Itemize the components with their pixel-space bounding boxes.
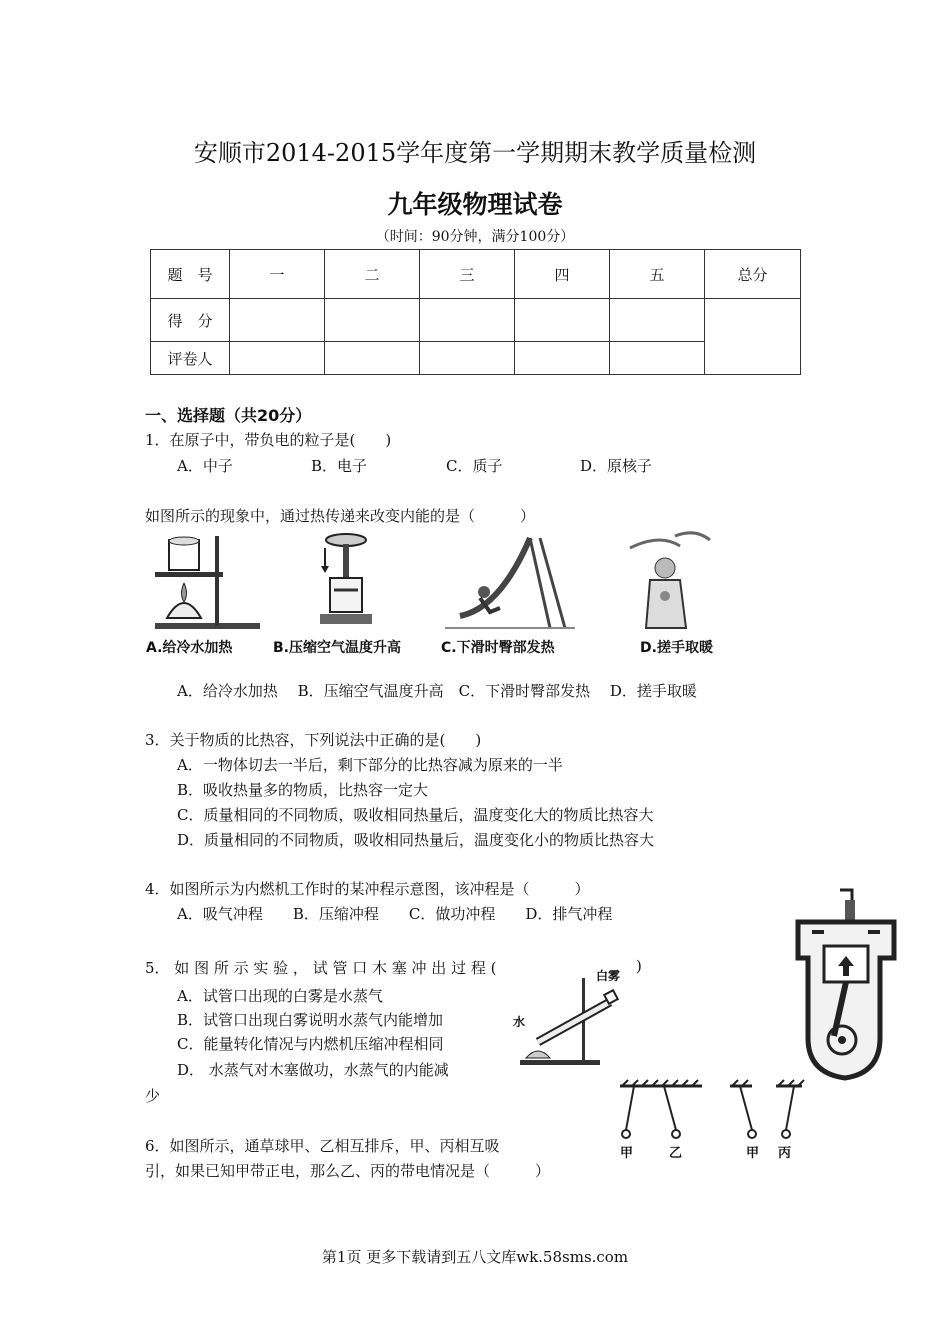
q4-options: A．吸气冲程 B．压缩冲程 C．做功冲程 D．排气冲程: [177, 905, 613, 923]
balls-figure: [612, 1078, 812, 1140]
q1-option-d: D．原核子: [580, 457, 653, 475]
q6-line1: 6．如图所示，通草球甲、乙相互排斥，甲、丙相互吸: [145, 1137, 500, 1155]
q4-stem: 4．如图所示为内燃机工作时的某冲程示意图，该冲程是（ ）: [145, 880, 590, 898]
total-score-cell[interactable]: [705, 299, 801, 375]
page-footer: 第1页 更多下载请到五八文库wk.58sms.com: [321, 1248, 629, 1266]
ball-label-jia1: 甲: [620, 1146, 634, 1161]
q5-option-c: C．能量转化情况与内燃机压缩冲程相同: [177, 1035, 444, 1053]
rubbing-hands-figure: [610, 528, 725, 633]
ball-label-bing: 丙: [778, 1146, 792, 1161]
q5-option-d: D． 水蒸气对木塞做功，水蒸气的内能减: [177, 1061, 449, 1079]
q2-options: A．给冷水加热 B．压缩空气温度升高 C．下滑时臀部发热 D．搓手取暖: [177, 682, 697, 700]
mist-label: 白雾: [596, 969, 621, 983]
col-1: 一: [230, 250, 325, 299]
ball-label-jia2: 甲: [746, 1146, 760, 1161]
score-cell[interactable]: [230, 299, 325, 342]
q2-caption-d: D.搓手取暖: [640, 640, 713, 656]
q5-stem-end: ): [636, 957, 642, 975]
section1-title: 一、选择题（共20分）: [145, 406, 312, 425]
row-header-score: 得 分: [151, 299, 230, 342]
water-label: 水: [513, 1015, 526, 1029]
q5-option-d-tail: 少: [145, 1087, 161, 1105]
exam-subject: 九年级物理试卷: [387, 190, 563, 219]
ball-label-yi: 乙: [669, 1146, 683, 1161]
q3-option-b: B．吸收热量多的物质，比热容一定大: [177, 781, 429, 799]
q3-option-a: A．一物体切去一半后，剩下部分的比热容减为原来的一半: [177, 756, 563, 774]
grader-cell[interactable]: [325, 342, 420, 375]
q1-option-c: C．质子: [446, 457, 503, 475]
col-3: 三: [420, 250, 515, 299]
q2-caption-b: B.压缩空气温度升高: [273, 640, 401, 656]
col-2: 二: [325, 250, 420, 299]
q5-option-b: B．试管口出现白雾说明水蒸气内能增加: [177, 1011, 444, 1029]
grader-cell[interactable]: [230, 342, 325, 375]
score-cell[interactable]: [515, 299, 610, 342]
q1-option-a: A．中子: [177, 457, 233, 475]
row-header-number: 题 号: [151, 250, 230, 299]
score-table: [150, 249, 801, 375]
test-tube-figure: [510, 970, 625, 1070]
score-cell[interactable]: [420, 299, 515, 342]
col-4: 四: [515, 250, 610, 299]
col-total: 总分: [705, 250, 801, 299]
heating-water-figure: [145, 528, 270, 633]
q5-option-a: A．试管口出现的白雾是水蒸气: [177, 987, 383, 1005]
row-header-grader: 评卷人: [151, 342, 230, 375]
air-compression-figure: [290, 528, 400, 633]
score-cell[interactable]: [610, 299, 705, 342]
q6-line2: 引，如果已知甲带正电，那么乙、丙的带电情况是（ ）: [145, 1162, 551, 1180]
q3-option-d: D．质量相同的不同物质，吸收相同热量后，温度变化小的物质比热容大: [177, 831, 655, 849]
q1-option-b: B．电子: [311, 457, 368, 475]
q1-stem: 1．在原子中，带负电的粒子是( ): [145, 431, 392, 449]
slide-figure: [440, 528, 580, 633]
grader-cell[interactable]: [515, 342, 610, 375]
col-5: 五: [610, 250, 705, 299]
grader-cell[interactable]: [420, 342, 515, 375]
score-cell[interactable]: [325, 299, 420, 342]
exam-title: 安顺市2014-2015学年度第一学期期末教学质量检测: [193, 139, 757, 167]
q2-stem: 如图所示的现象中，通过热传递来改变内能的是（ ）: [145, 507, 536, 525]
q3-stem: 3．关于物质的比热容，下列说法中正确的是( ): [145, 731, 482, 749]
q5-stem: 5． 如 图 所 示 实 验 ， 试 管 口 木 塞 冲 出 过 程 (: [145, 959, 497, 977]
q3-option-c: C．质量相同的不同物质，吸收相同热量后，温度变化大的物质比热容大: [177, 806, 654, 824]
q2-caption-c: C.下滑时臀部发热: [441, 640, 555, 656]
exam-info: （时间：90分钟，满分100分）: [375, 229, 575, 245]
q2-caption-a: A.给冷水加热: [146, 640, 233, 656]
engine-figure: [790, 888, 902, 1088]
grader-cell[interactable]: [610, 342, 705, 375]
